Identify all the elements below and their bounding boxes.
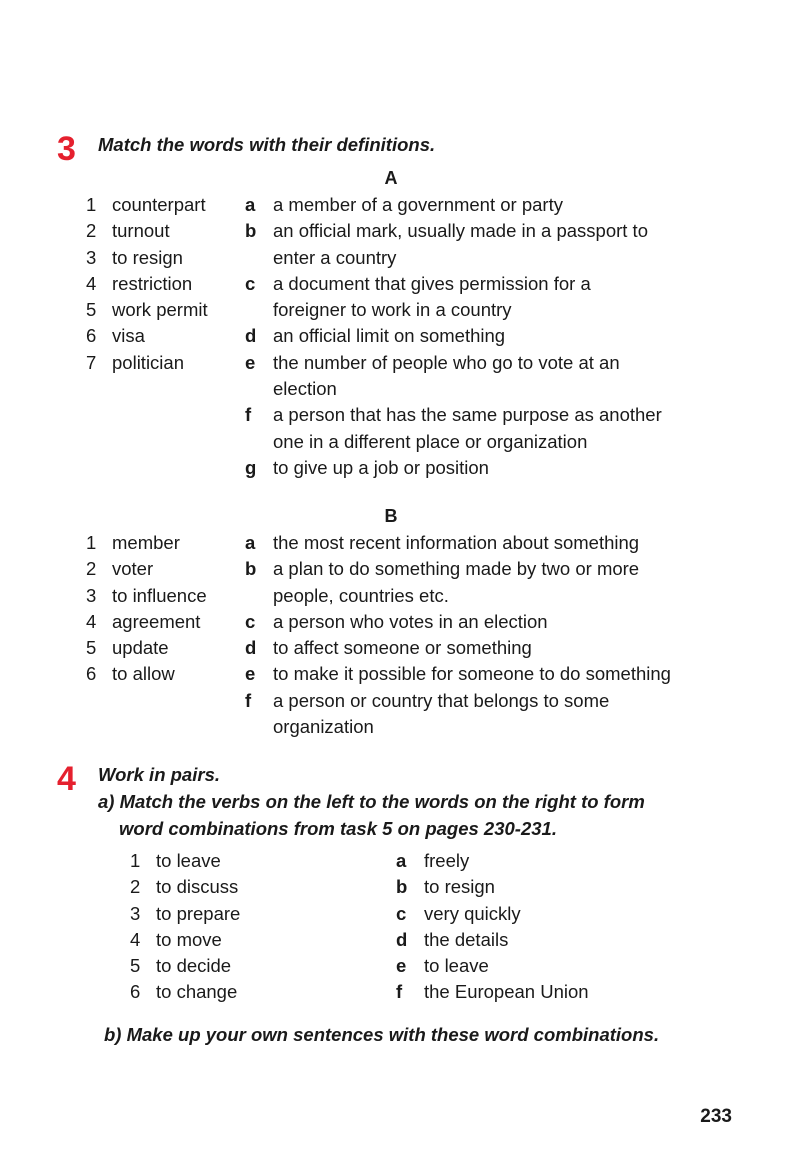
definition-row: [245, 556, 671, 582]
item-letter: b: [396, 876, 408, 898]
section-b-label: B: [384, 506, 398, 526]
definition-row: [245, 402, 662, 428]
item-number: 3: [86, 584, 97, 606]
definition-text: the most recent information about something: [273, 532, 640, 553]
exercise-4-instruction: Work in pairs.: [98, 764, 220, 785]
item-letter: f: [396, 981, 403, 1003]
definition-text: to give up a job or position: [273, 456, 489, 478]
definition-text: election: [273, 378, 337, 400]
definition-text: a person or country that belongs to some: [273, 689, 610, 711]
definition-text: the number of people who go to vote at an: [273, 351, 620, 373]
word-row: [130, 953, 240, 979]
item-word: to leave: [156, 850, 221, 871]
item-letter: e: [245, 351, 256, 373]
definition-text: foreigner to work in a country: [273, 299, 512, 321]
definition-row: [245, 376, 662, 402]
item-word: to leave: [424, 955, 489, 977]
definition-text: an official mark, usually made in a passport to: [273, 220, 648, 242]
item-number: 1: [86, 194, 97, 215]
definition-row: [245, 688, 671, 714]
definition-row: [245, 271, 662, 297]
exercise-4-part-b: b) Make up your own sentences with these word combinations.: [104, 1024, 660, 1045]
item-word: to resign: [112, 246, 183, 268]
definition-text: a plan to do something made by two or more: [273, 558, 640, 580]
item-word: to prepare: [156, 902, 241, 924]
word-row: [86, 192, 208, 218]
item-letter: e: [396, 955, 407, 977]
item-letter: c: [396, 902, 407, 924]
item-word: the European Union: [424, 981, 589, 1003]
item-number: 3: [86, 246, 97, 268]
item-number: 4: [86, 610, 97, 632]
exercise-4-part-a-line1: a) Match the verbs on the left to the words on the right to form: [98, 791, 645, 812]
complement-row: [396, 927, 589, 953]
item-word: to move: [156, 928, 222, 950]
exercise-4-part-a-line2: word combinations from task 5 on pages 230-231.: [119, 818, 557, 839]
item-word: to change: [156, 981, 238, 1003]
word-row: [86, 245, 208, 271]
item-word: politician: [112, 351, 184, 373]
word-row: [130, 874, 240, 900]
section-a-word-list: [86, 192, 208, 376]
item-number: 3: [130, 902, 141, 924]
item-word: agreement: [112, 610, 201, 632]
item-letter: d: [396, 928, 408, 950]
item-number: 2: [86, 558, 97, 580]
definition-text: to affect someone or something: [273, 637, 532, 659]
section-a-label: A: [384, 168, 398, 188]
definition-row: [245, 323, 662, 349]
item-letter: a: [396, 850, 407, 871]
word-row: [130, 901, 240, 927]
item-word: restriction: [112, 272, 193, 294]
item-number: 7: [86, 351, 97, 373]
exercise-4-verb-list: [130, 848, 240, 1006]
item-word: very quickly: [424, 902, 521, 924]
section-b-word-list: [86, 530, 207, 688]
definition-row: [245, 245, 662, 271]
page-number: 233: [700, 1106, 732, 1127]
item-number: 1: [86, 532, 97, 553]
item-word: member: [112, 532, 180, 553]
definition-text: to make it possible for someone to do something: [273, 663, 671, 685]
item-letter: f: [245, 689, 252, 711]
definition-row: [245, 350, 662, 376]
item-word: to influence: [112, 584, 207, 606]
item-word: turnout: [112, 220, 170, 242]
item-letter: a: [245, 194, 256, 215]
item-letter: a: [245, 532, 256, 553]
item-number: 5: [86, 299, 97, 321]
item-letter: b: [245, 220, 257, 242]
item-word: the details: [424, 928, 509, 950]
definition-row: [245, 661, 671, 687]
word-row: [130, 848, 240, 874]
item-letter: d: [245, 637, 257, 659]
complement-row: [396, 953, 589, 979]
item-letter: f: [245, 404, 252, 426]
item-letter: c: [245, 610, 256, 632]
word-row: [86, 271, 208, 297]
exercise-4-number: 4: [57, 760, 76, 798]
item-word: work permit: [112, 299, 208, 321]
definition-row: [245, 530, 671, 556]
item-word: to allow: [112, 663, 175, 685]
item-number: 6: [86, 325, 97, 347]
definition-row: [245, 635, 671, 661]
definition-text: a person who votes in an election: [273, 610, 548, 632]
definition-text: a document that gives permission for a: [273, 272, 591, 294]
item-word: update: [112, 637, 169, 659]
complement-row: [396, 979, 589, 1005]
item-number: 4: [86, 272, 97, 294]
definition-row: [245, 609, 671, 635]
exercise-3-number: 3: [57, 130, 76, 168]
definition-text: organization: [273, 716, 374, 738]
complement-row: [396, 848, 589, 874]
item-number: 4: [130, 928, 141, 950]
item-word: to discuss: [156, 876, 239, 898]
item-word: voter: [112, 558, 154, 580]
word-row: [130, 927, 240, 953]
item-number: 2: [86, 220, 97, 242]
definition-row: [245, 583, 671, 609]
definition-row: [245, 455, 662, 481]
word-row: [86, 583, 207, 609]
definition-text: enter a country: [273, 246, 397, 268]
section-b-definition-list: [245, 530, 671, 740]
word-row: [86, 530, 207, 556]
item-word: to decide: [156, 955, 232, 977]
item-number: 5: [86, 637, 97, 659]
word-row: [86, 323, 208, 349]
exercise-4-complement-list: [396, 848, 589, 1006]
definition-text: an official limit on something: [273, 325, 506, 347]
item-number: 6: [130, 981, 141, 1003]
definition-row: [245, 218, 662, 244]
word-row: [86, 218, 208, 244]
complement-row: [396, 901, 589, 927]
complement-row: [396, 874, 589, 900]
word-row: [86, 661, 207, 687]
word-row: [130, 979, 240, 1005]
word-row: [86, 297, 208, 323]
item-letter: d: [245, 325, 257, 347]
item-number: 6: [86, 663, 97, 685]
word-row: [86, 350, 208, 376]
word-row: [86, 635, 207, 661]
item-word: visa: [112, 325, 145, 347]
item-letter: g: [245, 456, 257, 478]
definition-row: [245, 714, 671, 740]
item-word: freely: [424, 850, 470, 871]
definition-row: [245, 297, 662, 323]
definition-text: one in a different place or organization: [273, 430, 588, 452]
item-number: 2: [130, 876, 141, 898]
word-row: [86, 609, 207, 635]
definition-text: a person that has the same purpose as another: [273, 404, 662, 426]
section-a-definition-list: [245, 192, 662, 481]
item-number: 1: [130, 850, 141, 871]
definition-row: [245, 192, 662, 218]
item-letter: c: [245, 272, 256, 294]
exercise-3-instruction: Match the words with their definitions.: [98, 134, 436, 155]
definition-row: [245, 429, 662, 455]
item-letter: b: [245, 558, 257, 580]
item-word: to resign: [424, 876, 495, 898]
item-letter: e: [245, 663, 256, 685]
word-row: [86, 556, 207, 582]
item-word: counterpart: [112, 194, 206, 215]
definition-text: people, countries etc.: [273, 584, 449, 606]
definition-text: a member of a government or party: [273, 194, 563, 215]
item-number: 5: [130, 955, 141, 977]
